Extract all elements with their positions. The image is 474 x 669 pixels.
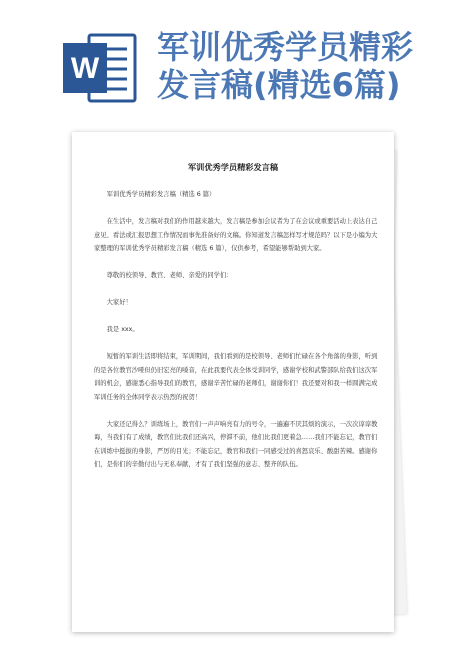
paragraph-intro: 在生活中，发言稿对我们的作用越来越大，发言稿是参加会议者为了在会议或重要活动上表达自己意见、看法或汇报思想工作情况而事先准备好的文稿。你知道发言稿怎样写才规范吗？以下是小编为大家整理的军训优秀学员精彩发言稿（精选 6 篇），仅供参考，希望能够帮助到大家。 bbox=[94, 218, 378, 252]
paragraph-memories: 大家还记得么？训练场上，教官们一声声响亮有力的号令，一遍遍不厌其烦的演示，一次次谆谆教诲，当我们有了成绩，教官们比我们还高兴，停滞不前，他们比我们更着急……我们不能忘记，教官们在训练中挺拔的身影，严厉的目光；不能忘记，教官和我们一同感受过的喜怒哀乐、酸甜苦辣。感谢你们，是你们的辛勤付出与无私奉献，才有了我们坚强的意志、整齐的队伍。 bbox=[94, 420, 378, 468]
banner-title-line-2: 发言稿(精选6篇) bbox=[157, 66, 401, 104]
document-banner-title bbox=[157, 28, 413, 104]
paragraph-greeting: 大家好！ bbox=[106, 299, 132, 306]
word-logo-letter: W bbox=[70, 52, 100, 85]
document-body bbox=[94, 188, 378, 472]
paragraph-subtitle: 军训优秀学员精彩发言稿（精选 6 篇） bbox=[106, 191, 216, 198]
paragraph-thanks: 短暂的军训生活即将结束，军训期间，我们看到的是校领导、老师们忙碌在各个角落的身影，听到的是各位教官沙哑但仍旧宏亮的嗓音，在此我要代表全体受训同学，感谢学校和武警部队给我们这次军训的机会，感谢悉心指导我们的教官，感谢辛苦忙碌的老师们，谢谢你们！我还要对和我一样圆满完成军训任务的全体同学表示热烈的祝贺！ bbox=[94, 353, 378, 401]
page-title: 军训优秀学员精彩发言稿 bbox=[187, 162, 279, 172]
document-page bbox=[72, 132, 394, 632]
banner-title-line-1: 军训优秀学员精彩 bbox=[157, 28, 414, 66]
paragraph-self-intro: 我是 xxx。 bbox=[106, 326, 139, 333]
word-document-icon bbox=[59, 27, 141, 109]
paragraph-salutation: 尊敬的校领导、教官、老师、亲爱的同学们： bbox=[106, 272, 233, 279]
header bbox=[0, 0, 474, 118]
